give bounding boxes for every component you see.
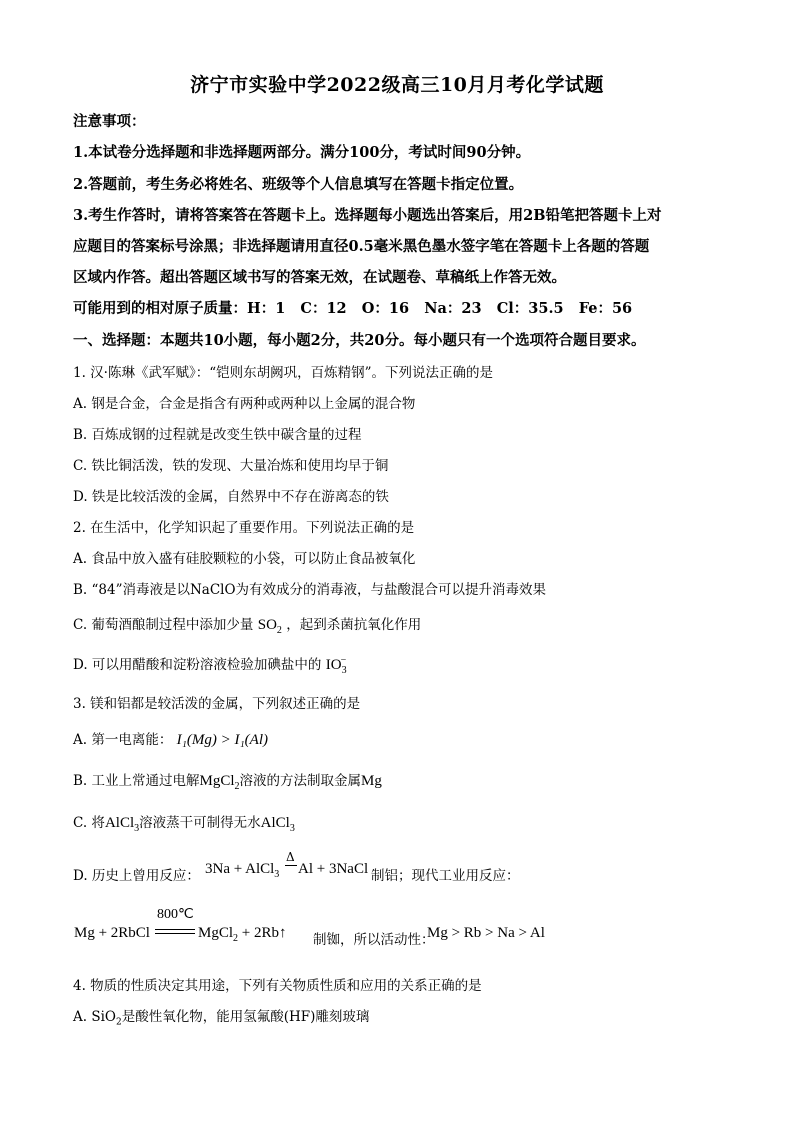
q1-option-b: B. 百炼成钢的过程就是改变生铁中碳含量的过程 <box>73 427 362 443</box>
formula-so2: $SO_2$ <box>257 617 282 636</box>
activity-order: Mg > Rb > Na > Al <box>427 925 545 941</box>
formula-mgcl2: MgCl$_2$ <box>199 773 240 792</box>
q1-option-c: C. 铁比铜活泼，铁的发现、大量冶炼和使用均早于铜 <box>73 458 389 474</box>
q3-option-a: A. 第一电离能： I₁(Mg) > I₁(Al) <box>73 732 268 748</box>
formula-alcl3: AlCl$_3$ <box>104 815 140 834</box>
reaction-2-mid-text: 制铷，所以活动性： <box>313 932 435 948</box>
heat-symbol: Δ <box>286 850 295 864</box>
q2-option-a: A. 食品中放入盛有硅胶颗粒的小袋，可以防止食品被氧化 <box>73 551 416 567</box>
reaction-2-equals <box>155 929 195 934</box>
q4-option-a: A. SiO$_2$是酸性氧化物，能用氢氟酸(HF)雕刻玻璃 <box>73 1009 370 1028</box>
section-1-heading: 一、选择题：本题共10小题，每小题2分，共20分。每小题只有一个选项符合题目要求。 <box>73 332 646 349</box>
reaction-1-lhs: 3Na + AlCl$_3$ <box>205 861 280 880</box>
notice-item-3-line-3: 区域内作答。超出答题区域书写的答案无效，在试题卷、草稿纸上作答无效。 <box>73 269 566 286</box>
reaction-1-arrow <box>285 865 297 866</box>
reaction-1-rhs: Al + 3NaCl <box>298 861 369 877</box>
notice-heading: 注意事项： <box>73 113 146 130</box>
notice-item-3-line-2: 应题目的答案标号涂黑；非选择题请用直径0.5毫米黑色墨水签字笔在答题卡上各题的答题 <box>73 238 650 255</box>
q3-stem: 3. 镁和铝都是较活泼的金属，下列叙述正确的是 <box>73 696 361 712</box>
reaction-2-rhs: MgCl$_2$ + 2Rb↑ <box>198 925 287 944</box>
q2-stem: 2. 在生活中，化学知识起了重要作用。下列说法正确的是 <box>73 520 415 536</box>
q3-option-c: C. 将AlCl$_3$溶液蒸干可制得无水AlCl$_3$ <box>73 815 295 834</box>
page-title: 济宁市实验中学2022级高三10月月考化学试题 <box>190 74 604 96</box>
reaction-2-condition: 800℃ <box>157 907 194 922</box>
notice-item-3-line-1: 3.考生作答时，请将答案答在答题卡上。选择题每小题选出答案后，用2B铅笔把答题卡上对 <box>73 207 662 224</box>
q2-option-c: C. 葡萄酒酿制过程中添加少量 $SO_2$ ，起到杀菌抗氧化作用 <box>73 617 422 636</box>
q3-option-d-prefix: D. 历史上曾用反应： <box>73 868 200 884</box>
q2-option-d: D. 可以用醋酸和淀粉溶液检验加碘盐中的 $IO_3^-$ <box>73 655 347 676</box>
formula-alcl3-anhydrous: AlCl$_3$ <box>260 815 295 834</box>
q4-stem: 4. 物质的性质决定其用途，下列有关物质性质和应用的关系正确的是 <box>73 978 482 994</box>
notice-item-2: 2.答题前，考生务必将姓名、班级等个人信息填写在答题卡指定位置。 <box>73 176 524 193</box>
formula-io3: $IO_3^-$ <box>325 655 347 676</box>
q2-option-b: B. “84”消毒液是以NaClO为有效成分的消毒液，与盐酸混合可以提升消毒效果 <box>73 582 547 598</box>
reaction-2-lhs: Mg + 2RbCl <box>74 925 150 941</box>
atomic-masses: 可能用到的相对原子质量：H：1 C：12 O：16 Na：23 Cl：35.5 Fe：56 <box>73 300 633 317</box>
q1-option-a: A. 钢是合金，合金是指含有两种或两种以上金属的混合物 <box>73 396 416 412</box>
ionization-energy-expr: I₁(Mg) > I₁(Al) <box>176 732 268 748</box>
q1-stem: 1. 汉·陈琳《武军赋》：“铠则东胡阙巩，百炼精钢”。下列说法正确的是 <box>73 365 494 381</box>
notice-item-1: 1.本试卷分选择题和非选择题两部分。满分100分，考试时间90分钟。 <box>73 144 531 161</box>
q3-option-d-suffix: 制铝；现代工业用反应： <box>371 868 520 884</box>
q1-option-d: D. 铁是比较活泼的金属，自然界中不存在游离态的铁 <box>73 489 389 505</box>
q3-option-b: B. 工业上常通过电解MgCl$_2$溶液的方法制取金属Mg <box>73 773 382 792</box>
